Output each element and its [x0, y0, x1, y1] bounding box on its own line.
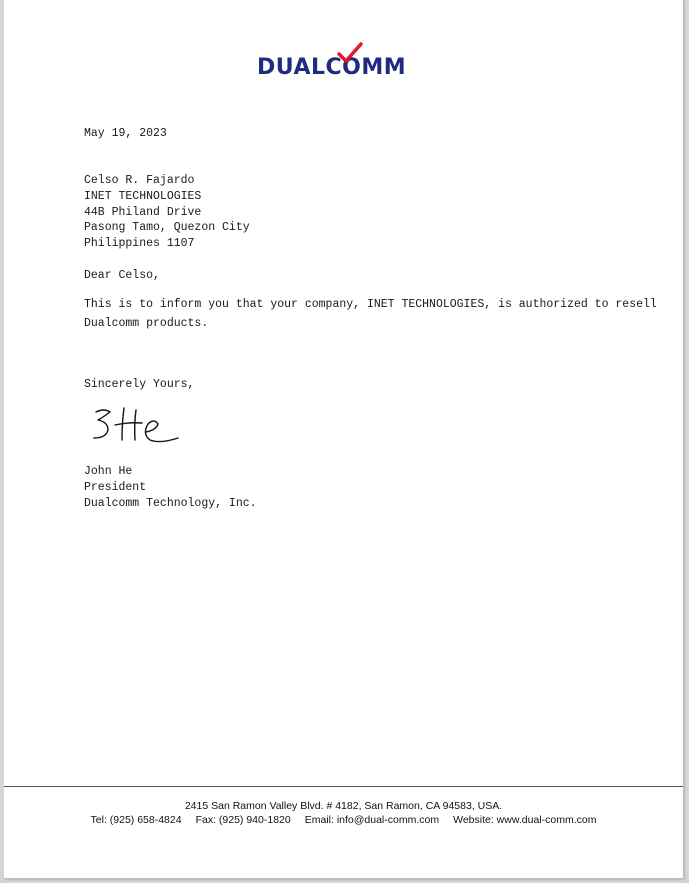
footer-address: 2415 San Ramon Valley Blvd. # 4182, San Ramon, CA 94583, USA.: [184, 800, 503, 812]
checkmark-icon: [337, 42, 363, 64]
signer-title: President: [84, 481, 147, 494]
footer-divider: [4, 786, 683, 787]
closing: Sincerely Yours,: [84, 378, 195, 391]
signer-company: Dualcomm Technology, Inc.: [84, 497, 257, 510]
recipient-country: Philippines 1107: [84, 237, 195, 250]
dualcomm-logo: [257, 42, 435, 82]
salutation: Dear Celso,: [84, 269, 160, 282]
signature-image: [88, 404, 188, 452]
recipient-district: Pasong Tamo, Quezon City: [84, 221, 250, 234]
recipient-company: INET TECHNOLOGIES: [84, 190, 202, 203]
footer-fax: Fax: (925) 940-1820: [195, 814, 291, 826]
body-line-1: This is to inform you that your company, INET TECHNOLOGIES, is authorized to resell: [84, 298, 657, 311]
footer-tel: Tel: (925) 658-4824: [90, 814, 182, 826]
body-line-2: Dualcomm products.: [84, 317, 209, 330]
letter-page: [4, 0, 684, 879]
footer-website: Website: www.dual-comm.com: [453, 814, 597, 826]
recipient-name: Celso R. Fajardo: [84, 174, 195, 187]
signer-name: John He: [84, 465, 133, 478]
footer-email: Email: info@dual-comm.com: [304, 814, 440, 826]
footer-contacts: [4, 814, 683, 826]
letter-date: May 19, 2023: [84, 127, 167, 140]
logo-text: DUALCOMM: [257, 55, 407, 80]
recipient-street: 44B Philand Drive: [84, 206, 202, 219]
